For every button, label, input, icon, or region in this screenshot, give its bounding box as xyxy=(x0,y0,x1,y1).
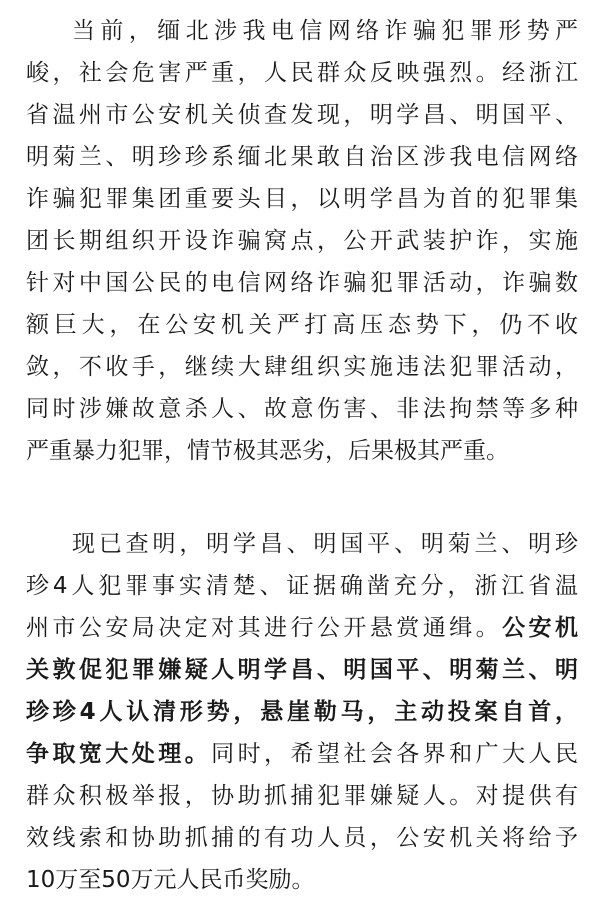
text-run: 省温州市公安机关侦查发现，明学昌、明国平、 xyxy=(26,102,578,128)
text-line xyxy=(26,649,578,691)
text-line xyxy=(26,388,578,430)
text-line xyxy=(26,775,578,817)
text-run: 同时，希望社会各界和广大人民 xyxy=(211,741,579,767)
text-run: 当前，缅北涉我电信网络诈骗犯罪形势严 xyxy=(72,18,578,44)
text-line xyxy=(26,859,578,901)
text-run: 针对中国公民的电信网络诈骗犯罪活动，诈骗数 xyxy=(26,270,578,296)
text-line xyxy=(26,94,578,136)
text-line xyxy=(26,430,578,472)
bold-text-run: 争取宽大处理。 xyxy=(26,741,212,767)
text-run: 州市公安局决定对其进行公开悬赏通缉。 xyxy=(26,615,503,641)
text-line xyxy=(26,733,578,775)
text-line xyxy=(26,691,578,733)
text-run: 额巨大，在公安机关严打高压态势下，仍不收 xyxy=(26,312,578,338)
text-line xyxy=(26,10,578,52)
text-run: 同时涉嫌故意杀人、故意伤害、非法拘禁等多种 xyxy=(26,396,578,422)
text-run: 诈骗犯罪集团重要头目，以明学昌为首的犯罪集 xyxy=(26,186,578,212)
text-line xyxy=(26,523,578,565)
text-run: 峻，社会危害严重，人民群众反映强烈。经浙江 xyxy=(26,60,578,86)
text-run: 群众积极举报，协助抓捕犯罪嫌疑人。对提供有 xyxy=(26,783,578,809)
paragraph-reward-notice xyxy=(26,523,578,901)
text-line xyxy=(26,136,578,178)
text-run: 敛，不收手，继续大肆组织实施违法犯罪活动， xyxy=(26,354,578,380)
text-line xyxy=(26,565,578,607)
text-run: 效线索和协助抓捕的有功人员，公安机关将给予 xyxy=(26,825,578,851)
text-line xyxy=(26,817,578,859)
text-run: 珍4人犯罪事实清楚、证据确凿充分，浙江省温 xyxy=(26,573,578,599)
paragraph-situation xyxy=(26,10,578,472)
text-line xyxy=(26,52,578,94)
text-run: 现已查明，明学昌、明国平、明菊兰、明珍 xyxy=(72,531,578,557)
article-body xyxy=(26,10,578,901)
text-line xyxy=(26,178,578,220)
text-run: 团长期组织开设诈骗窝点，公开武装护诈，实施 xyxy=(26,228,578,254)
text-line xyxy=(26,346,578,388)
bold-text-run: 关敦促犯罪嫌疑人明学昌、明国平、明菊兰、明 xyxy=(26,657,578,683)
text-line xyxy=(26,262,578,304)
text-run: 明菊兰、明珍珍系缅北果敢自治区涉我电信网络 xyxy=(26,144,578,170)
text-run: 严重暴力犯罪，情节极其恶劣，后果极其严重。 xyxy=(26,438,509,464)
bold-text-run: 珍珍4人认清形势，悬崖勒马，主动投案自首， xyxy=(26,699,578,725)
text-line xyxy=(26,304,578,346)
text-line xyxy=(26,220,578,262)
text-run: 10万至50万元人民币奖励。 xyxy=(26,867,315,893)
paragraph-gap xyxy=(26,472,578,523)
bold-text-run: 公安机 xyxy=(502,615,579,641)
text-line xyxy=(26,607,578,649)
